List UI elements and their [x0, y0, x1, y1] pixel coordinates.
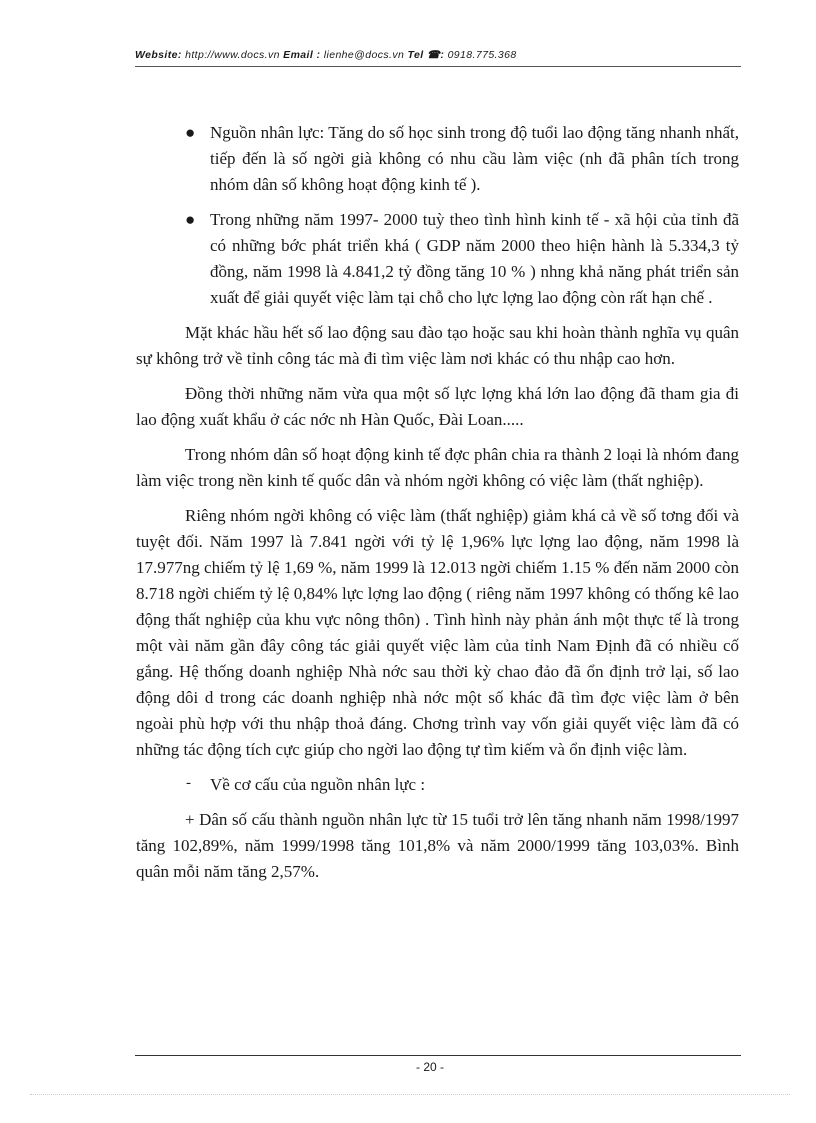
bullet-item [136, 207, 739, 311]
footer-divider [135, 1055, 741, 1056]
paragraph: Trong nhóm dân số hoạt động kinh tế đợc phân chia ra thành 2 loại là nhóm đang làm việc trong nền kinh tế quốc dân và nhóm ngời không có việc làm (thất nghiệp). [136, 445, 739, 490]
bullet-icon: ● [185, 123, 196, 142]
bullet-text: Nguồn nhân lực: Tăng do số học sinh trong độ tuổi lao động tăng nhanh nhất, tiếp đến là số ngời già không có nhu cầu làm việc (nh đã phân tích trong nhóm dân số không hoạt động kinh tế ). [210, 123, 739, 194]
bullet-icon: ● [185, 210, 196, 229]
email-address[interactable]: lienhe@docs.vn [323, 49, 405, 61]
tel-number: 0918.775.368 [447, 49, 517, 61]
page-number: - 20 - [415, 1060, 444, 1074]
bullet-item [136, 120, 739, 198]
dash-item-text: Về cơ cấu của nguồn nhân lực : [210, 775, 426, 794]
bottom-dotted-divider [30, 1094, 790, 1095]
paragraph: + Dân số cấu thành nguồn nhân lực từ 15 tuổi trở lên tăng nhanh năm 1998/1997 tăng 102,89%, năm 1999/1998 tăng 101,8% và năm 2000/1999 tăng 103,03%. Bình quân mỗi năm tăng 2,57%. [136, 810, 739, 881]
paragraph: Mặt khác hầu hết số lao động sau đào tạo hoặc sau khi hoàn thành nghĩa vụ quân sự không trở về tỉnh công tác mà đi tìm việc làm nơi khác có thu nhập cao hơn. [136, 323, 739, 368]
email-label: Email : [283, 49, 321, 61]
dash-list-item [136, 772, 739, 798]
dash-bullet-icon: - [186, 775, 191, 791]
bullet-text: Trong những năm 1997- 2000 tuỳ theo tình hình kinh tế - xã hội của tỉnh đã có những bớc phát triển khá ( GDP năm 2000 theo hiện hành là 5.334,3 tỷ đồng, năm 1998 là 4.841,2 tỷ đồng tăng 10 % ) nhng khả năng phát triển sản xuất để giải quyết việc làm tại chỗ cho lực lợng lao động còn rất hạn chế . [210, 210, 739, 307]
page-header [135, 49, 741, 61]
paragraph: Đồng thời những năm vừa qua một số lực lợng khá lớn lao động đã tham gia đi lao động xuất khẩu ở các nớc nh Hàn Quốc, Đài Loan..... [136, 384, 739, 429]
document-body [136, 120, 739, 894]
header-divider [135, 66, 741, 67]
paragraph: Riêng nhóm ngời không có việc làm (thất nghiệp) giảm khá cả về số tơng đối và tuyệt đối. Năm 1997 là 7.841 ngời với tỷ lệ 1,96% lực lợng lao động, năm 1998 là 17.977ng chiếm tỷ lệ 1,69 %, năm 1999 là 12.013 ngời chiếm 1.15 % đến năm 2000 còn 8.718 ngời chiếm tỷ lệ 0,84% lực lợng lao động ( riêng năm 1997 không có thống kê lao động thất nghiệp của khu vực nông thôn) . Tình hình này phản ánh một thực tế là trong một vài năm gần đây công tác giải quyết việc làm của tỉnh Nam Định đã có nhiều cố gắng. Hệ thống doanh nghiệp Nhà nớc sau thời kỳ chao đảo đã ổn định trở lại, số lao động dôi d trong các doanh nghiệp nhà nớc một số khác đã tìm đợc việc làm ở bên ngoài phù hợp với thu nhập thoả đáng. Chơng trình vay vốn giải quyết việc làm đã có những tác động tích cực giúp cho ngời lao động tự tìm kiếm và ổn định việc làm. [136, 506, 739, 759]
website-url[interactable]: http://www.docs.vn [185, 49, 280, 61]
tel-label: Tel ☎: [407, 49, 445, 61]
website-label: Website: [135, 49, 182, 61]
